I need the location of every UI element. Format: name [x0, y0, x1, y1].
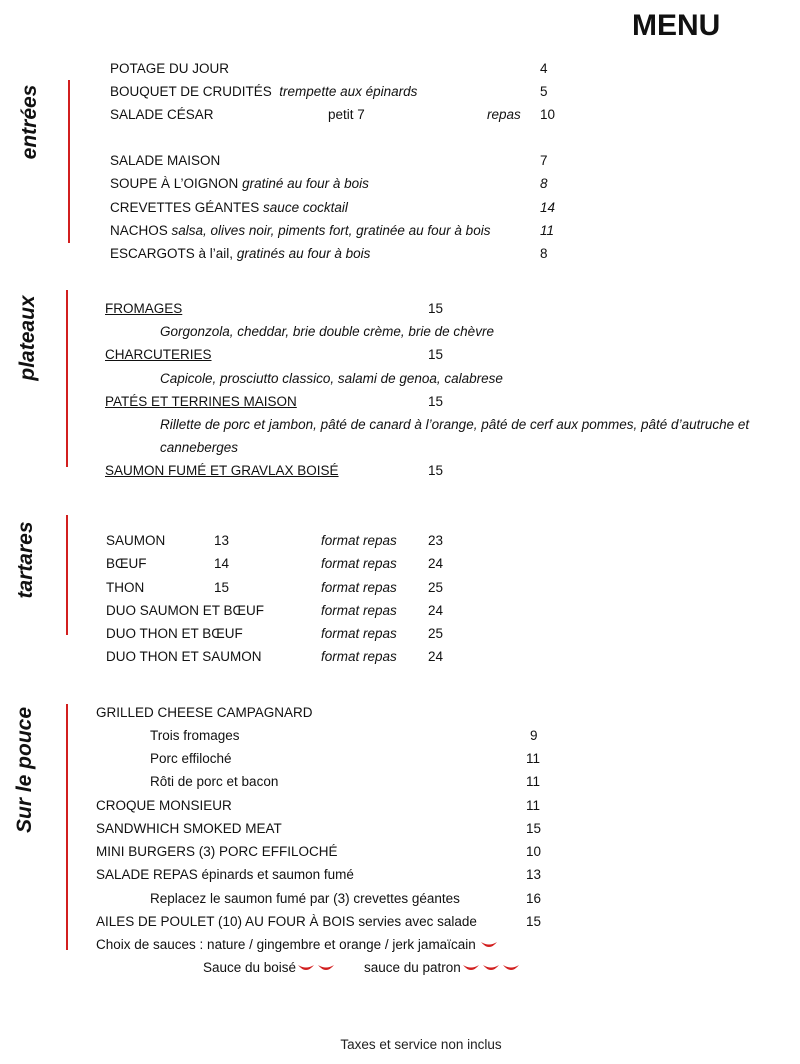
item-price: 25: [428, 626, 444, 641]
item-price: 14: [540, 200, 556, 215]
item-format: format repas: [321, 580, 397, 595]
chili-pepper-icon: [296, 962, 316, 974]
item-small-price: petit 7: [328, 107, 365, 122]
chili-pepper-icon: [501, 962, 521, 974]
item-name-text: CREVETTES GÉANTES: [110, 200, 260, 215]
item-name: CHARCUTERIES: [105, 347, 212, 362]
item-name: [110, 222, 490, 240]
chili-pepper-icon: [316, 962, 336, 974]
section-divider-tartares: [66, 515, 68, 635]
item-name: [110, 83, 417, 101]
item-price: 8: [540, 176, 548, 191]
option-name: Replacez le saumon fumé par (3) crevettes géantes: [150, 891, 460, 906]
item-format: format repas: [321, 556, 397, 571]
item-price: 15: [526, 821, 542, 836]
chili-pepper-icon: [479, 939, 499, 951]
option-name: Porc effiloché: [150, 751, 232, 766]
chili-pepper-icon: [481, 962, 501, 974]
section-divider-sur-le-pouce: [66, 704, 68, 950]
chili-pepper-icon: [461, 962, 481, 974]
sauce-patron-text: sauce du patron: [364, 960, 461, 975]
item-price: 7: [540, 153, 548, 168]
item-desc: trempette aux épinards: [279, 84, 418, 99]
item-price: 4: [540, 61, 548, 76]
item-small-price: 13: [214, 533, 230, 548]
footer-note: Taxes et service non inclus: [340, 1037, 502, 1052]
item-price: 24: [428, 556, 444, 571]
item-desc: Capicole, prosciutto classico, salami de genoa, calabrese: [160, 371, 503, 386]
section-divider-entrees: [68, 80, 70, 243]
item-name-text: SOUPE À L’OIGNON: [110, 176, 239, 191]
item-format: format repas: [321, 603, 397, 618]
item-desc: gratinés au four à bois: [236, 246, 371, 261]
item-name: GRILLED CHEESE CAMPAGNARD: [96, 705, 313, 720]
sauce-boise-text: Sauce du boisé: [203, 960, 297, 975]
sauces-line: [96, 936, 499, 954]
option-price: 16: [526, 891, 542, 906]
option-name: Rôti de porc et bacon: [150, 774, 279, 789]
item-price: 8: [540, 246, 548, 261]
item-price: 24: [428, 649, 444, 664]
item-name-text: NACHOS: [110, 223, 168, 238]
item-price: 23: [428, 533, 444, 548]
item-price: 10: [526, 844, 542, 859]
item-name: SAUMON: [106, 533, 166, 548]
item-price: 5: [540, 84, 548, 99]
item-price: 10: [540, 107, 556, 122]
sauce-patron-line: [364, 959, 521, 977]
item-price: 15: [428, 394, 444, 409]
item-name: SANDWHICH SMOKED MEAT: [96, 821, 282, 836]
item-name-text: BOUQUET DE CRUDITÉS: [110, 84, 272, 99]
item-name: SALADE REPAS épinards et saumon fumé: [96, 867, 354, 882]
section-label-entrees: entrées: [18, 84, 41, 160]
item-desc: Gorgonzola, cheddar, brie double crème, brie de chèvre: [160, 324, 494, 339]
item-name: THON: [106, 580, 145, 595]
item-name: [110, 199, 348, 217]
item-name: AILES DE POULET (10) AU FOUR À BOIS servies avec salade: [96, 914, 477, 929]
item-desc-continued: canneberges: [160, 440, 239, 455]
menu-title: MENU: [632, 9, 721, 42]
item-price: 25: [428, 580, 444, 595]
item-name: SALADE CÉSAR: [110, 107, 214, 122]
item-small-price: 15: [214, 580, 230, 595]
item-format: format repas: [321, 533, 397, 548]
section-divider-plateaux: [66, 290, 68, 467]
item-name: PATÉS ET TERRINES MAISON: [105, 394, 297, 409]
sauce-boise-line: [203, 959, 336, 977]
item-desc: salsa, olives noir, piments fort, gratinée au four à bois: [171, 223, 491, 238]
item-name: BŒUF: [106, 556, 147, 571]
item-price: 11: [526, 798, 541, 813]
item-desc-plain: à l’ail,: [198, 246, 234, 261]
item-name: MINI BURGERS (3) PORC EFFILOCHÉ: [96, 844, 338, 859]
section-label-plateaux: plateaux: [16, 295, 39, 381]
option-price: 9: [530, 728, 538, 743]
item-desc: Rillette de porc et jambon, pâté de canard à l’orange, pâté de cerf aux pommes, pâté d’autruche et: [160, 417, 750, 432]
item-format: format repas: [321, 626, 397, 641]
section-label-sur-le-pouce: Sur le pouce: [13, 706, 36, 834]
item-price: 15: [526, 914, 542, 929]
item-name-text: ESCARGOTS: [110, 246, 195, 261]
sauces-text: Choix de sauces : nature / gingembre et orange / jerk jamaïcain: [96, 937, 476, 952]
item-name: [110, 245, 370, 263]
item-name: FROMAGES: [105, 301, 183, 316]
item-format: format repas: [321, 649, 397, 664]
item-price: 24: [428, 603, 444, 618]
option-price: 11: [526, 774, 541, 789]
item-price: 13: [526, 867, 542, 882]
item-name: [110, 175, 369, 193]
item-meal-label: repas: [487, 107, 521, 122]
item-small-price: 14: [214, 556, 230, 571]
section-label-tartares: tartares: [14, 521, 37, 599]
item-name: DUO THON ET SAUMON: [106, 649, 262, 664]
item-name: SALADE MAISON: [110, 153, 221, 168]
item-name: DUO SAUMON ET BŒUF: [106, 603, 265, 618]
item-price: 15: [428, 463, 444, 478]
item-desc: gratiné au four à bois: [242, 176, 369, 191]
option-price: 11: [526, 751, 541, 766]
item-desc: sauce cocktail: [263, 200, 348, 215]
item-name: POTAGE DU JOUR: [110, 61, 230, 76]
item-name: SAUMON FUMÉ ET GRAVLAX BOISÉ: [105, 463, 339, 478]
item-price: 15: [428, 301, 444, 316]
item-price: 15: [428, 347, 444, 362]
item-price: 11: [540, 223, 555, 238]
item-name: DUO THON ET BŒUF: [106, 626, 243, 641]
option-name: Trois fromages: [150, 728, 240, 743]
item-name: CROQUE MONSIEUR: [96, 798, 232, 813]
